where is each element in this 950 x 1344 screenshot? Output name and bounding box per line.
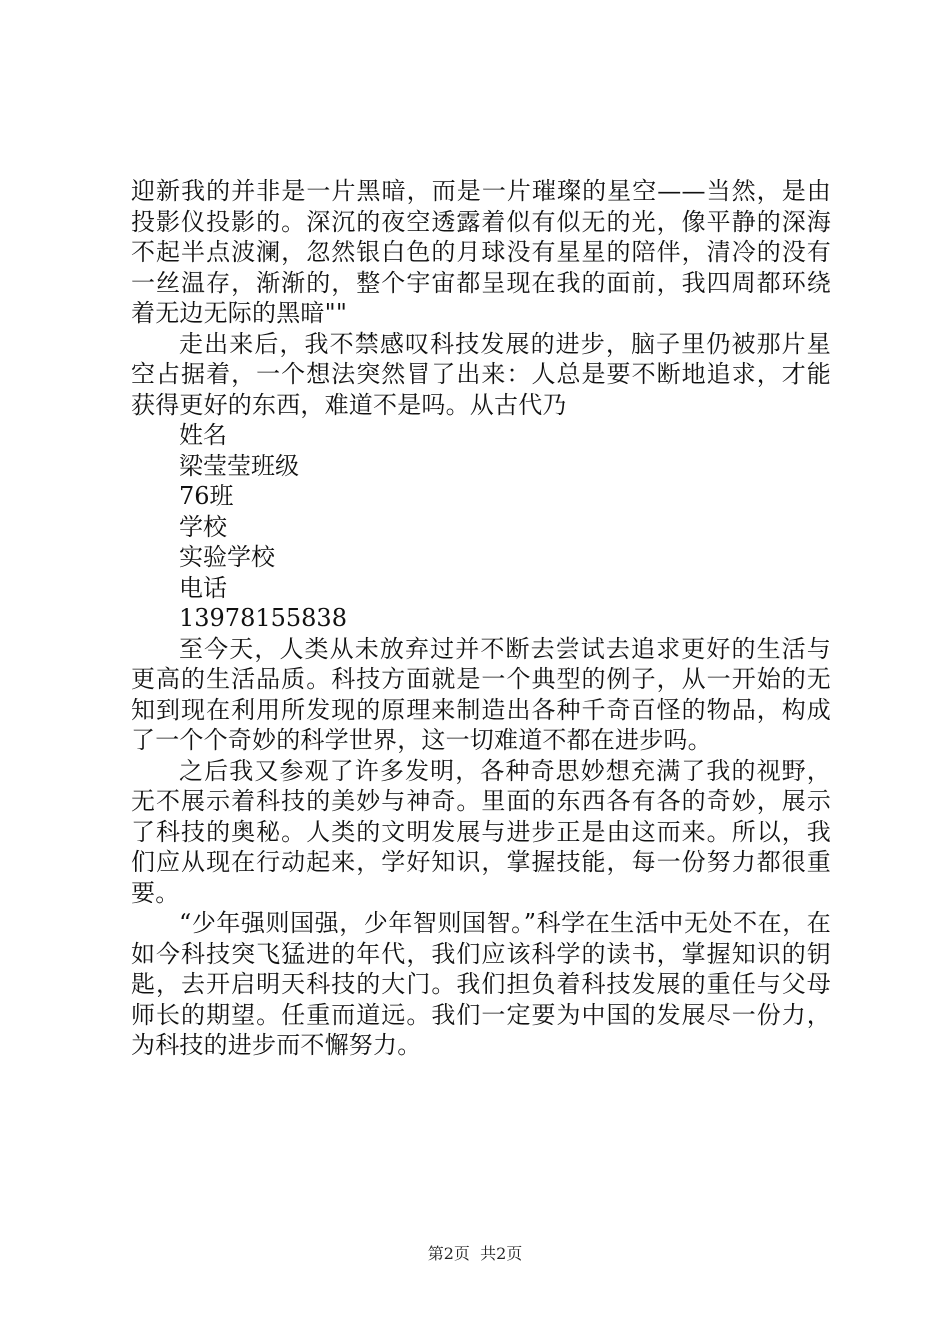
info-value-phone: 13978155838 — [179, 604, 347, 632]
document-body — [131, 176, 831, 1061]
info-label-name: 姓名 — [179, 421, 227, 449]
info-value-class: 76班 — [179, 482, 234, 510]
page-number-label: 第2页 共2页 — [427, 1244, 523, 1263]
paragraph: 走出来后，我不禁感叹科技发展的进步，脑子里仍被那片星空占据着，一个想法突然冒了出来：人总是要不断地追求，才能获得更好的东西，难道不是吗。从古代乃 — [131, 329, 831, 419]
paragraph: 迎新我的并非是一片黑暗，而是一片璀璨的星空——当然，是由投影仪投影的。深沉的夜空透露着似有似无的光，像平静的深海不起半点波澜，忽然银白色的月球没有星星的陪伴，清冷的没有一丝温存，渐渐的，整个宇宙都呈现在我的面前，我四周都环绕着无边无际的黑暗"" — [131, 177, 831, 327]
info-value-school: 实验学校 — [179, 543, 275, 571]
info-value-name-class-label: 梁莹莹班级 — [179, 451, 299, 480]
author-info-block — [131, 420, 831, 634]
paragraph: 至今天，人类从未放弃过并不断去尝试去追求更好的生活与更高的生活品质。科技方面就是一个典型的例子，从一开始的无知到现在利用所发现的原理来制造出各种千奇百怪的物品，构成了一个个奇妙的科学世界，这一切难道不都在进步吗。 — [131, 634, 831, 754]
paragraph: “少年强则国强，少年智则国智。”科学在生活中无处不在，在如今科技突飞猛进的年代，我们应该科学的读书，掌握知识的钥匙，去开启明天科技的大门。我们担负着科技发展的重任与父母师长的期望。任重而道远。我们一定要为中国的发展尽一份力，为科技的进步而不懈努力。 — [131, 909, 831, 1059]
page-footer — [0, 1244, 950, 1264]
info-label-school: 学校 — [179, 512, 227, 541]
paragraph: 之后我又参观了许多发明，各种奇思妙想充满了我的视野，无不展示着科技的美妙与神奇。里面的东西各有各的奇妙，展示了科技的奥秘。人类的文明发展与进步正是由这而来。所以，我们应从现在行动起来，学好知识，掌握技能，每一份努力都很重要。 — [131, 756, 831, 907]
info-label-phone: 电话 — [179, 573, 227, 602]
